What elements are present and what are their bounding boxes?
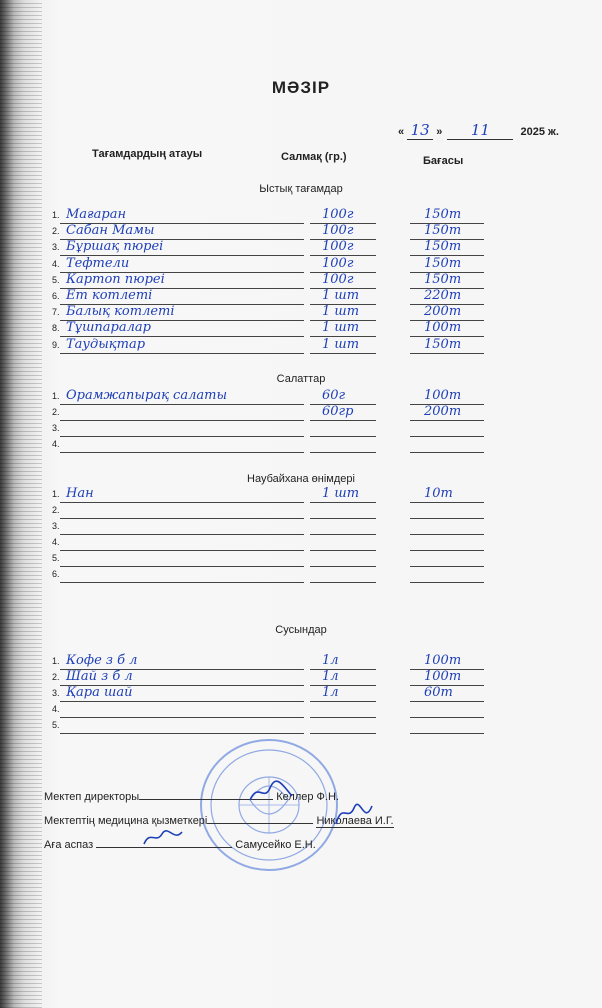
row-number: 6.	[52, 291, 60, 301]
dish-name-field	[60, 273, 304, 289]
weight-field	[310, 686, 376, 702]
dish-name-field	[60, 224, 304, 240]
dish-name: Ет котлеті	[66, 288, 153, 303]
dish-weight: 60гр	[322, 404, 354, 419]
price-field	[410, 487, 484, 503]
price-field	[410, 321, 484, 337]
weight-field	[310, 519, 376, 535]
row-number: 2.	[52, 407, 60, 417]
row-number: 3.	[52, 521, 60, 531]
dish-name-field	[60, 321, 304, 337]
dish-price: 60т	[424, 685, 453, 700]
menu-row	[52, 718, 502, 734]
dish-name: Нан	[66, 486, 94, 501]
dish-name: Тұшпаралар	[66, 320, 151, 336]
menu-row	[52, 208, 502, 224]
dish-name: Орамжапырақ салаты	[66, 388, 228, 403]
dish-price: 150т	[424, 255, 462, 271]
dish-name-field	[60, 257, 304, 273]
menu-row	[52, 405, 502, 421]
row-number: 4.	[52, 537, 60, 547]
dish-name: Мағаран	[66, 207, 127, 222]
price-field	[410, 389, 484, 405]
row-number: 2.	[52, 505, 60, 515]
menu-row	[52, 257, 502, 273]
dish-weight: 100г	[322, 255, 354, 271]
date-close-quote: »	[436, 126, 443, 138]
row-number: 4.	[52, 258, 60, 269]
row-number: 8.	[52, 323, 60, 334]
price-field	[410, 551, 484, 567]
signature-name: Келлер Ф.Н.	[276, 791, 339, 803]
dish-name-field	[60, 551, 304, 567]
menu-row	[52, 551, 502, 567]
medic-signature-mark	[332, 800, 374, 828]
dish-name-field	[60, 240, 304, 256]
price-field	[410, 686, 484, 702]
dish-name-field	[60, 208, 304, 224]
section-title: Салаттар	[276, 373, 326, 385]
dish-price: 100т	[424, 653, 462, 668]
row-number: 3.	[52, 242, 60, 253]
row-number: 1.	[52, 489, 60, 499]
row-number: 1.	[52, 656, 60, 666]
row-number: 2.	[52, 672, 60, 682]
dish-name-field	[60, 670, 304, 686]
menu-row	[52, 240, 502, 256]
section-title: Сусындар	[275, 624, 327, 636]
price-field	[410, 289, 484, 305]
dish-name: Картоп пюреі	[66, 271, 165, 287]
dish-price: 150т	[424, 239, 462, 255]
weight-field	[310, 321, 376, 337]
row-number: 7.	[52, 307, 60, 318]
dish-price: 200т	[424, 304, 462, 320]
menu-row	[52, 338, 502, 354]
row-number: 3.	[52, 688, 60, 698]
chef-signature-mark	[140, 826, 184, 850]
dish-weight: 100г	[322, 239, 354, 255]
scan-shadow-edge	[0, 0, 42, 1008]
dish-weight: 1л	[322, 669, 339, 684]
section-title: Ыстық тағамдар	[259, 183, 343, 195]
signature-role: Аға аспаз	[44, 839, 94, 851]
signature-name: Самусейко Е.Н.	[235, 839, 316, 851]
price-field	[410, 305, 484, 321]
dish-name-field	[60, 338, 304, 354]
price-field	[410, 338, 484, 354]
menu-row	[52, 289, 502, 305]
menu-row	[52, 321, 502, 337]
price-field	[410, 257, 484, 273]
row-number: 6.	[52, 569, 60, 579]
menu-row	[52, 670, 502, 686]
weight-field	[310, 503, 376, 519]
dish-name-field	[60, 686, 304, 702]
dish-name: Тефтели	[66, 255, 130, 271]
dish-weight: 1 шт	[322, 336, 360, 352]
weight-field	[310, 535, 376, 551]
price-field	[410, 519, 484, 535]
weight-field	[310, 224, 376, 240]
dish-price: 200т	[424, 404, 462, 419]
weight-field	[310, 208, 376, 224]
dish-name-field	[60, 718, 304, 734]
price-field	[410, 224, 484, 240]
page-title: МӘЗІР	[271, 78, 331, 97]
dish-name-field	[60, 305, 304, 321]
row-number: 9.	[52, 339, 60, 350]
dish-price: 100т	[424, 320, 462, 336]
menu-row	[52, 305, 502, 321]
price-field	[410, 535, 484, 551]
dish-weight: 1 шт	[322, 320, 360, 336]
dish-weight: 1л	[322, 653, 339, 668]
menu-row	[52, 535, 502, 551]
dish-name-field	[60, 389, 304, 405]
column-header-price: Бағасы	[423, 155, 464, 167]
director-signature-mark	[246, 778, 296, 806]
dish-price: 100т	[424, 388, 462, 403]
column-header-weight: Салмақ (гр.)	[281, 151, 347, 163]
dish-name: Шай з б л	[66, 669, 133, 684]
signature-role: Мектеп директоры	[44, 791, 140, 803]
signature-line	[207, 812, 313, 824]
dish-name: Балық котлеті	[66, 304, 175, 320]
date-field	[398, 121, 559, 140]
dish-name: Бұршақ пюреі	[66, 239, 164, 255]
dish-weight: 60г	[322, 388, 346, 403]
price-field	[410, 405, 484, 421]
menu-row	[52, 224, 502, 240]
weight-field	[310, 654, 376, 670]
dish-name-field	[60, 654, 304, 670]
dish-price: 150т	[424, 223, 462, 239]
weight-field	[310, 273, 376, 289]
menu-row	[52, 421, 502, 437]
weight-field	[310, 305, 376, 321]
weight-field	[310, 487, 376, 503]
price-field	[410, 670, 484, 686]
dish-name-field	[60, 535, 304, 551]
dish-price: 220т	[424, 288, 462, 303]
price-field	[410, 718, 484, 734]
weight-field	[310, 551, 376, 567]
menu-row	[52, 487, 502, 503]
dish-name: Таудықтар	[66, 336, 146, 352]
weight-field	[310, 437, 376, 453]
dish-name-field	[60, 503, 304, 519]
price-field	[410, 503, 484, 519]
dish-price: 150т	[424, 207, 462, 222]
dish-name: Кофе з б л	[66, 653, 138, 668]
menu-row	[52, 702, 502, 718]
signature-name: Николаева И.Г.	[316, 815, 394, 827]
row-number: 5.	[52, 553, 60, 563]
weight-field	[310, 718, 376, 734]
weight-field	[310, 240, 376, 256]
menu-row	[52, 503, 502, 519]
row-number: 5.	[52, 720, 60, 730]
row-number: 1.	[52, 210, 60, 220]
weight-field	[310, 702, 376, 718]
menu-row	[52, 273, 502, 289]
dish-price: 10т	[424, 486, 453, 501]
weight-field	[310, 289, 376, 305]
dish-name-field	[60, 519, 304, 535]
dish-weight: 100г	[322, 207, 354, 222]
dish-weight: 100г	[322, 271, 354, 287]
menu-row	[52, 567, 502, 583]
price-field	[410, 567, 484, 583]
date-day: 13	[410, 121, 430, 139]
weight-field	[310, 405, 376, 421]
weight-field	[310, 389, 376, 405]
row-number: 3.	[52, 423, 60, 433]
dish-weight: 1 шт	[322, 304, 360, 320]
dish-weight: 1 шт	[322, 486, 360, 501]
dish-name-field	[60, 405, 304, 421]
menu-row	[52, 437, 502, 453]
section-title: Наубайхана өнімдері	[247, 473, 355, 485]
price-field	[410, 273, 484, 289]
dish-name-field	[60, 289, 304, 305]
weight-field	[310, 338, 376, 354]
weight-field	[310, 421, 376, 437]
row-number: 5.	[52, 274, 60, 285]
date-year: 2025 ж.	[520, 126, 559, 138]
dish-name-field	[60, 487, 304, 503]
dish-price: 150т	[424, 271, 462, 287]
price-field	[410, 240, 484, 256]
dish-name-field	[60, 567, 304, 583]
menu-row	[52, 686, 502, 702]
price-field	[410, 208, 484, 224]
dish-weight: 1 шт	[322, 288, 360, 303]
weight-field	[310, 257, 376, 273]
price-field	[410, 702, 484, 718]
price-field	[410, 654, 484, 670]
dish-price: 100т	[424, 669, 462, 684]
dish-price: 150т	[424, 336, 462, 352]
column-header-name: Тағамдардың атауы	[92, 148, 203, 160]
price-field	[410, 437, 484, 453]
row-number: 4.	[52, 704, 60, 714]
menu-row	[52, 389, 502, 405]
menu-row	[52, 519, 502, 535]
weight-field	[310, 567, 376, 583]
menu-row	[52, 654, 502, 670]
price-field	[410, 421, 484, 437]
dish-name: Қара шай	[66, 685, 133, 700]
dish-name: Сабан Мамы	[66, 223, 155, 239]
date-month: 11	[470, 121, 490, 139]
row-number: 1.	[52, 391, 60, 401]
date-open-quote: «	[398, 126, 405, 138]
row-number: 2.	[52, 226, 60, 237]
dish-name-field	[60, 437, 304, 453]
dish-weight: 1л	[322, 685, 339, 700]
dish-weight: 100г	[322, 223, 354, 239]
signature-role: Мектептің медицина қызметкері	[44, 815, 208, 827]
row-number: 4.	[52, 439, 60, 449]
dish-name-field	[60, 702, 304, 718]
dish-name-field	[60, 421, 304, 437]
weight-field	[310, 670, 376, 686]
